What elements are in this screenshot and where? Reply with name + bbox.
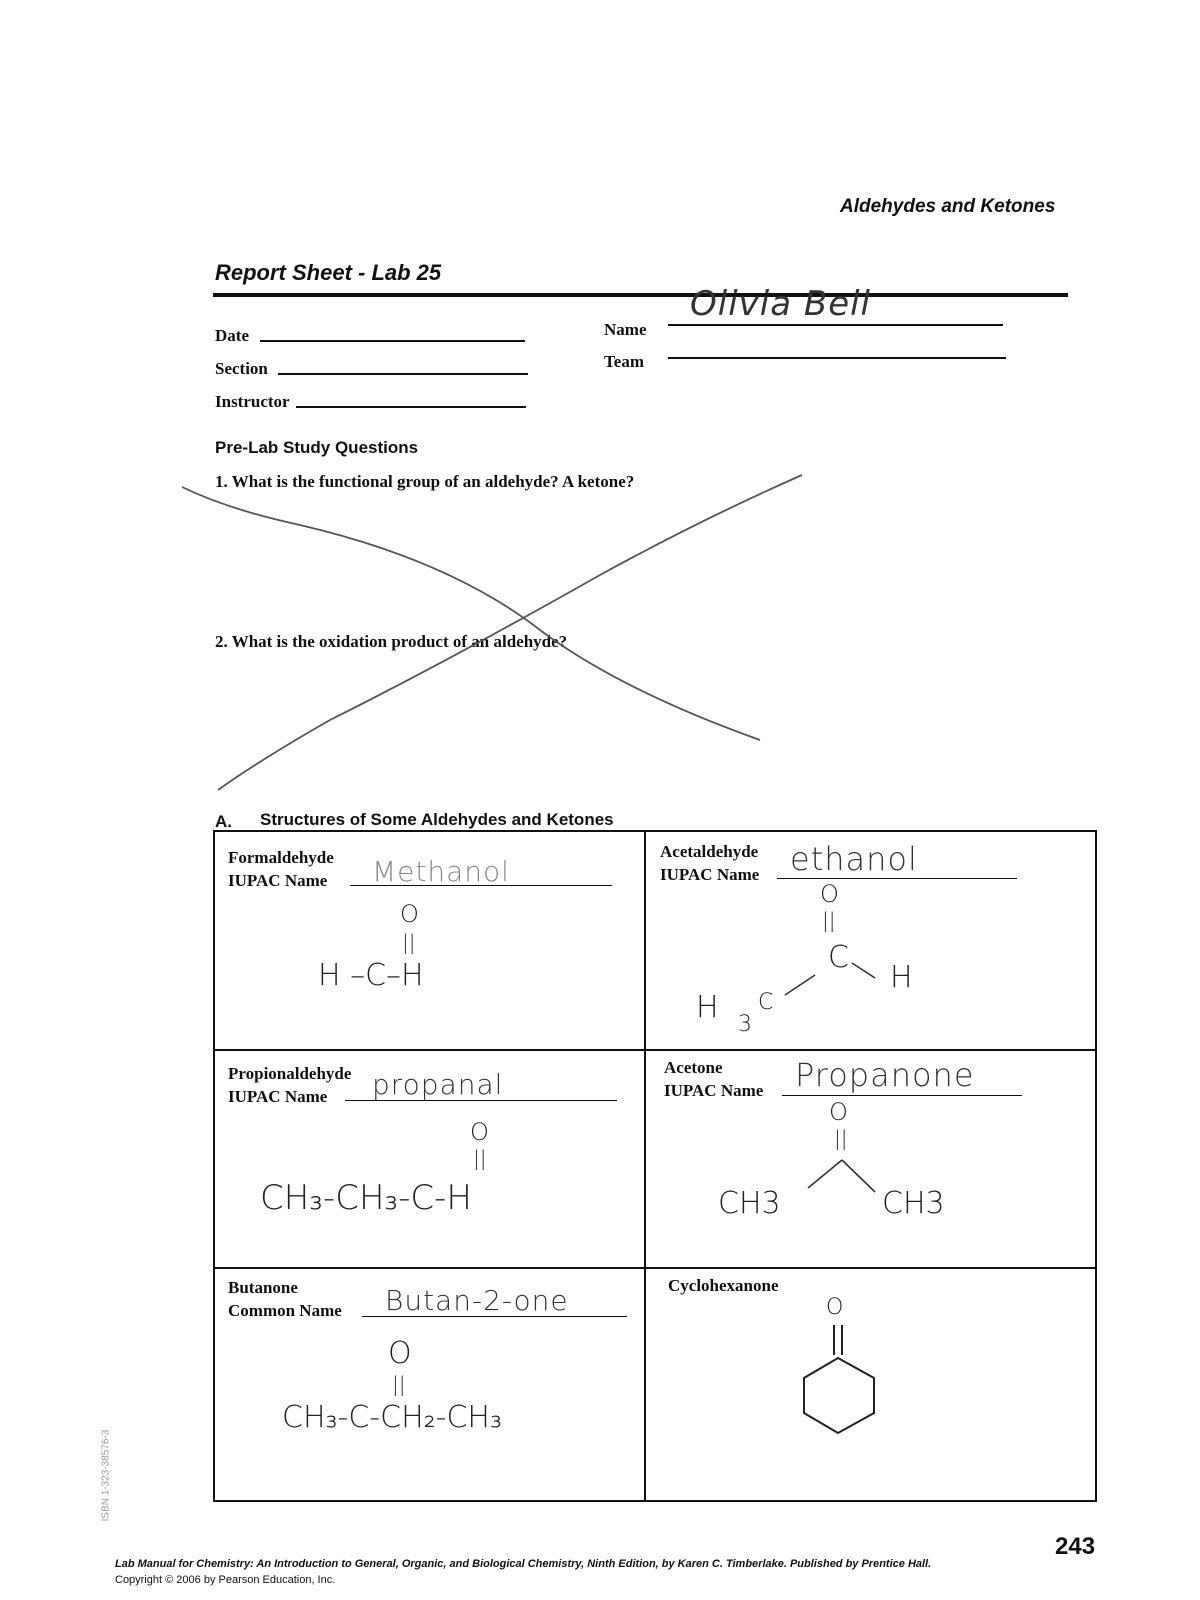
butanone-common-label: Common Name [228, 1301, 342, 1320]
section-label: Section [215, 359, 268, 378]
acetaldehyde-h3c-sub: 3 [738, 1012, 752, 1037]
propionaldehyde-label: Propionaldehyde [228, 1064, 352, 1083]
butanone-double-bond: || [392, 1372, 406, 1396]
name-value: Olivia Bell [690, 284, 871, 324]
acetone-iupac-label: IUPAC Name [664, 1081, 764, 1100]
acetone-oxygen: O [829, 1098, 848, 1126]
isbn-margin: ISBN 1-323-38576-3 [100, 1429, 112, 1522]
cyclohexanone-label: Cyclohexanone [668, 1276, 779, 1295]
butanone-label: Butanone [228, 1278, 298, 1297]
propionaldehyde-oxygen: O [470, 1118, 489, 1146]
acetaldehyde-iupac-label: IUPAC Name [660, 865, 760, 884]
question-2: 2. What is the oxidation product of an aldehyde? [215, 632, 568, 651]
question-1: 1. What is the functional group of an aldehyde? A ketone? [215, 472, 635, 491]
date-label: Date [215, 326, 249, 345]
instructor-label: Instructor [215, 392, 290, 411]
propionaldehyde-iupac-label: IUPAC Name [228, 1087, 328, 1106]
butanone-oxygen: O [388, 1336, 412, 1371]
page-number: 243 [1055, 1533, 1096, 1560]
acetaldehyde-oxygen: O [820, 880, 839, 908]
acetone-left-methyl: CH3 [718, 1186, 781, 1221]
acetaldehyde-answer: ethanol [790, 840, 918, 878]
report-title: Report Sheet - Lab 25 [215, 260, 442, 285]
acetaldehyde-hydrogen: H [890, 960, 913, 995]
team-label: Team [604, 352, 644, 371]
formaldehyde-label: Formaldehyde [228, 848, 334, 867]
section-a-letter: A. [215, 812, 232, 831]
chapter-header: Aldehydes and Ketones [840, 196, 1056, 217]
acetaldehyde-carbon: C [828, 940, 849, 975]
footer-copyright: Copyright © 2006 by Pearson Education, Inc. [115, 1574, 336, 1586]
propionaldehyde-double-bond: || [473, 1146, 487, 1170]
propionaldehyde-structure: CH₃-CH₃-C-H [260, 1178, 472, 1218]
formaldehyde-oxygen: O [400, 900, 419, 928]
formaldehyde-double-bond: || [402, 930, 416, 954]
acetaldehyde-h3c-h: H [696, 990, 719, 1025]
butanone-answer: Butan-2-one [385, 1284, 569, 1317]
propionaldehyde-answer: propanal [372, 1068, 504, 1101]
butanone-structure: CH₃-C-CH₂-CH₃ [282, 1400, 503, 1435]
footer-citation: Lab Manual for Chemistry: An Introduction to General, Organic, and Biological Chemistry, Ninth Edition, by Karen C. Timberlake. Published by Prentice Hall. [115, 1558, 932, 1570]
acetaldehyde-h3c-c: C [758, 990, 774, 1015]
acetone-answer: Propanone [795, 1056, 975, 1094]
acetone-double-bond: || [834, 1126, 848, 1150]
section-a-heading: Structures of Some Aldehydes and Ketones [260, 810, 614, 829]
formaldehyde-iupac-label: IUPAC Name [228, 871, 328, 890]
formaldehyde-structure: H –C–H [318, 958, 424, 993]
formaldehyde-answer: Methanol [372, 855, 510, 888]
cyclohexanone-oxygen: O [826, 1295, 844, 1320]
acetaldehyde-double-bond: || [822, 908, 836, 932]
acetone-right-methyl: CH3 [882, 1186, 945, 1221]
acetone-label: Acetone [664, 1058, 723, 1077]
name-label: Name [604, 320, 647, 339]
acetaldehyde-label: Acetaldehyde [660, 842, 759, 861]
prelab-heading: Pre-Lab Study Questions [215, 438, 419, 457]
